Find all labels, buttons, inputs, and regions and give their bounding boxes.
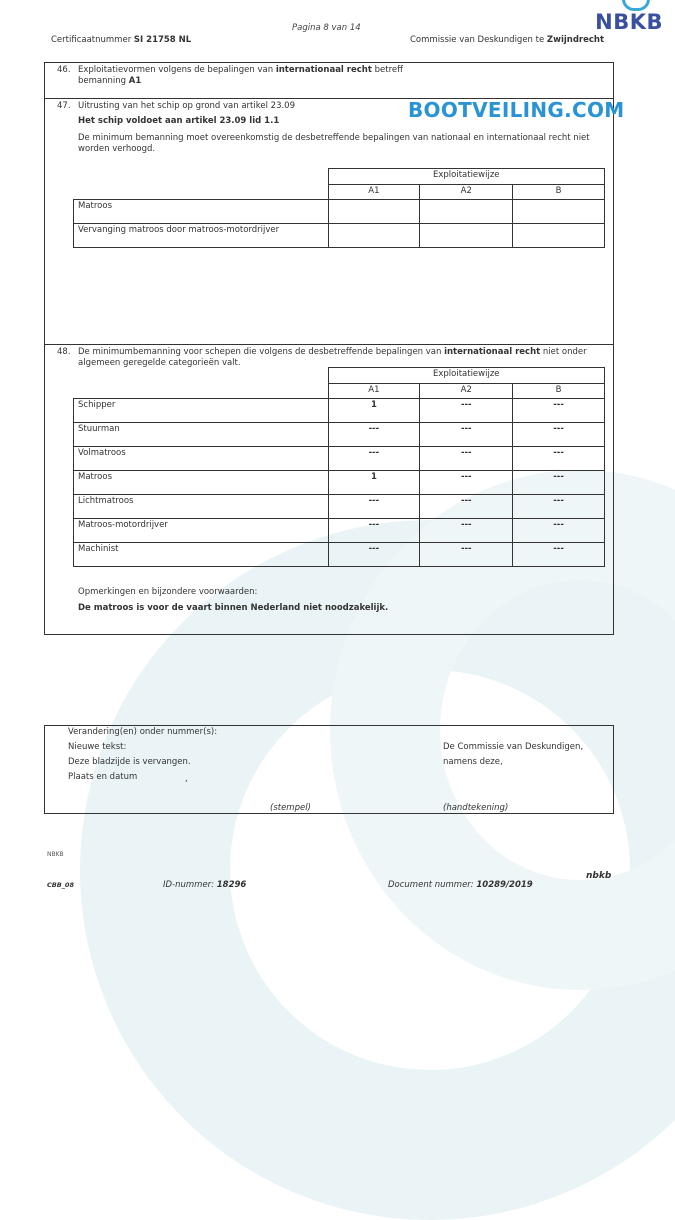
cell-value: --- [420,495,513,519]
column-header: A1 [328,384,420,399]
row-label: Volmatroos [74,447,329,471]
remarks-label: Opmerkingen en bijzondere voorwaarden: [78,587,258,597]
cell-value [513,200,605,224]
cell-value: --- [513,543,605,567]
cell-value: --- [513,471,605,495]
page-number: Pagina 8 van 14 [292,23,361,33]
cell-value: 1 [328,399,420,423]
table-row [74,495,605,519]
table-group-header: Exploitatiewijze [328,368,605,384]
table-row [74,543,605,567]
cell-value: --- [513,495,605,519]
cell-value: --- [513,447,605,471]
cell-value: --- [513,423,605,447]
table-group-header: Exploitatiewijze [328,169,605,185]
column-header: B [513,185,605,200]
footer-brand: nbkb [586,871,612,881]
cell-value: --- [328,447,420,471]
table-row [74,471,605,495]
remarks-text: De matroos is voor de vaart binnen Nederland niet noodzakelijk. [78,603,389,613]
place-date-label: Plaats en datum [68,772,138,782]
table-row [74,423,605,447]
cell-value: --- [420,447,513,471]
row-label: Machinist [74,543,329,567]
cell-value: --- [420,471,513,495]
section-47-table [73,168,605,248]
cell-value: --- [513,399,605,423]
form-code: CBB_08 [47,881,74,889]
table-row [74,399,605,423]
id-number: ID-nummer: 18296 [163,880,247,890]
cell-value: --- [328,519,420,543]
table-row [74,200,605,224]
new-text-label: Nieuwe tekst: [68,742,127,752]
cell-value [420,200,513,224]
document-number: Document nummer: 10289/2019 [388,880,533,890]
cell-value: --- [420,543,513,567]
column-header: A1 [328,185,420,200]
row-label: Vervanging matroos door matroos-motordrijver [74,224,329,248]
table-row [74,447,605,471]
cell-value: --- [328,543,420,567]
changes-label: Verandering(en) onder nummer(s): [68,727,218,737]
signature-label: (handtekening) [443,803,509,813]
section-46-number: 46. [57,65,71,75]
section-46-text: Exploitatievormen volgens de bepalingen van internationaal recht betreff bemanning A1 [78,65,403,86]
changes-box [44,725,614,814]
cell-value: --- [420,519,513,543]
cell-value: --- [328,495,420,519]
section-47-note: De minimum bemanning moet overeenkomstig de desbetreffende bepalingen van nationaal en internationaal recht niet worden verhoogd. [78,133,590,154]
on-behalf-label: namens deze, [443,757,503,767]
column-header: A2 [420,185,513,200]
column-header: A2 [420,384,513,399]
column-header: B [513,384,605,399]
cell-value: --- [420,423,513,447]
section-48-number: 48. [57,347,71,357]
row-label: Matroos-motordrijver [74,519,329,543]
cell-value: --- [328,423,420,447]
place-date-comma: , [185,774,188,784]
table-row [74,224,605,248]
section-47-compliance: Het schip voldoet aan artikel 23.09 lid 1.1 [78,116,280,126]
footer-mark: NBKB [47,851,64,858]
commission-label: De Commissie van Deskundigen, [443,742,584,752]
cell-value [513,224,605,248]
stamp-label: (stempel) [270,803,311,813]
nbkb-logo: NBKB [595,10,663,34]
cell-value [328,224,420,248]
row-label: Matroos [74,471,329,495]
cell-value: --- [420,399,513,423]
row-label: Lichtmatroos [74,495,329,519]
bootveiling-watermark: BOOTVEILING.COM [408,98,625,122]
replaced-note: Deze bladzijde is vervangen. [68,757,191,767]
commission-header: Commissie van Deskundigen te Zwijndrecht [410,35,605,45]
row-label: Stuurman [74,423,329,447]
certificate-number: Certificaatnummer SI 21758 NL [51,35,192,45]
section-47-number: 47. [57,101,71,111]
cell-value [328,200,420,224]
section-separator [44,344,614,345]
section-48-text: De minimumbemanning voor schepen die volgens de desbetreffende bepalingen van internationaal recht niet onder algemeen geregelde categorieën valt. [78,347,587,368]
table-row [74,519,605,543]
row-label: Matroos [74,200,329,224]
cell-value [420,224,513,248]
section-48-table [73,367,605,567]
cell-value: --- [513,519,605,543]
cell-value: 1 [328,471,420,495]
row-label: Schipper [74,399,329,423]
section-47-title: Uitrusting van het schip op grond van artikel 23.09 [78,101,295,111]
